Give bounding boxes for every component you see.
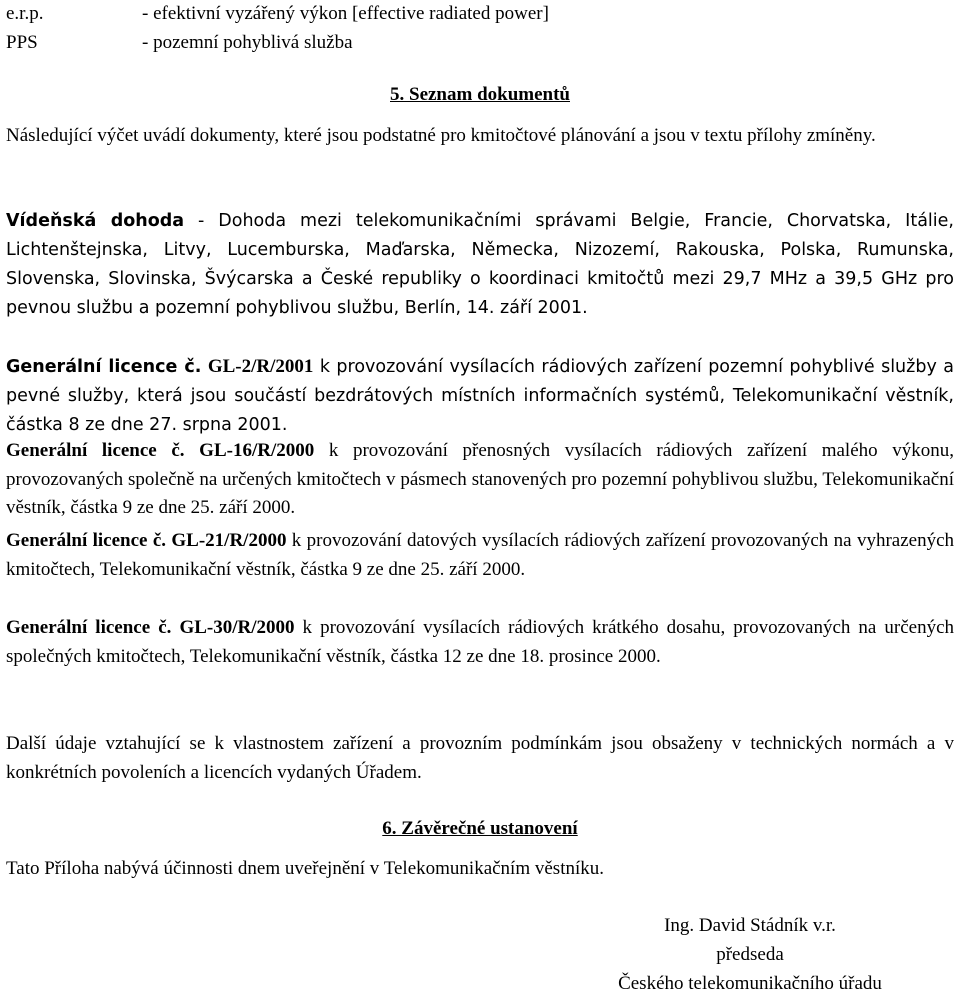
licence-text: k provozování vysílacích rádiových krátkého dosahu, provozovaných na určených společných kmitočtech, Telekomunikační věstník, částka 12 ze dne 18. prosince 2000. bbox=[6, 617, 955, 667]
licence-number: GL-30/R/2000 bbox=[179, 617, 295, 638]
vienna-agreement-paragraph bbox=[6, 207, 954, 323]
section-5-heading bbox=[0, 81, 960, 110]
licence-text: k provozování přenosných vysílacích rádiových zařízení malého výkonu, provozovaných společně na určených kmitočtech v pásmech stanovených pro pozemní pohyblivou službu, Telekomunikační věstník, částka 9 ze dne 25. září 2000. bbox=[6, 440, 955, 518]
section-6-heading bbox=[0, 815, 960, 844]
abbreviation-term: PPS bbox=[6, 32, 38, 53]
licence-number: GL-21/R/2000 bbox=[171, 530, 287, 551]
further-info-paragraph bbox=[6, 730, 954, 787]
abbreviation-term: e.r.p. bbox=[6, 3, 44, 24]
licence-gl-2-paragraph bbox=[6, 352, 954, 440]
section-5-intro bbox=[6, 122, 954, 151]
abbreviation-list bbox=[0, 0, 549, 58]
vienna-agreement-text: - Dohoda mezi telekomunikačními správami Belgie, Francie, Chorvatska, Itálie, Lichtenštejnska, Litvy, Lucemburska, Maďarska, Německa, Nizozemí, Rakouska, Polska, Rumunska, Slovenska, Slovinska, Švýcarska a České republiky o koordinaci kmitočtů mezi 29,7 MHz a 39,5 GHz pro pevnou službu a pozemní pohyblivou službu, Berlín, 14. září 2001. bbox=[6, 211, 954, 318]
abbreviation-row bbox=[0, 29, 549, 58]
licence-number: GL-2/R/2001 bbox=[207, 356, 314, 377]
further-info-text: Další údaje vztahující se k vlastnostem zařízení a provozním podmínkám jsou obsaženy v technických normách a v konkrétních povoleních a licencích vydaných Úřadem. bbox=[6, 733, 954, 783]
licence-label: Generální licence č. bbox=[6, 357, 202, 377]
licence-gl-30-paragraph bbox=[6, 614, 954, 671]
signature-block bbox=[570, 912, 930, 999]
abbreviation-definition: - efektivní vyzářený výkon [effective radiated power] bbox=[142, 3, 549, 24]
licence-text: k provozování datových vysílacích rádiových zařízení provozovaných na vyhrazených kmitočtech, Telekomunikační věstník, částka 9 ze dne 25. září 2000. bbox=[6, 530, 955, 580]
licence-label: Generální licence č. bbox=[6, 617, 172, 638]
licence-text: k provozování vysílacích rádiových zařízení pozemní pohyblivé služby a pevné služby, která jsou součástí bezdrátových místních informačních systémů, Telekomunikační věstník, částka 8 ze dne 27. srpna 2001. bbox=[6, 357, 954, 435]
signatory-name: Ing. David Stádník v.r. bbox=[664, 915, 836, 936]
section-5-intro-text: Následující výčet uvádí dokumenty, které jsou podstatné pro kmitočtové plánování a jsou v textu přílohy zmíněny. bbox=[6, 125, 876, 146]
licence-label: Generální licence č. bbox=[6, 530, 167, 551]
licence-number: GL-16/R/2000 bbox=[199, 440, 315, 461]
section-6-text: Tato Příloha nabývá účinnosti dnem uveřejnění v Telekomunikačním věstníku. bbox=[6, 858, 604, 879]
licence-gl-21-paragraph bbox=[6, 527, 954, 584]
section-6-paragraph bbox=[6, 855, 954, 884]
signatory-role: předseda bbox=[716, 944, 784, 965]
licence-gl-16-paragraph bbox=[6, 437, 954, 523]
abbreviation-definition: - pozemní pohyblivá služba bbox=[142, 32, 353, 53]
licence-label: Generální licence č. bbox=[6, 440, 185, 461]
abbreviation-row bbox=[0, 0, 549, 29]
section-5-heading-text: 5. Seznam dokumentů bbox=[390, 84, 570, 105]
signatory-organization: Českého telekomunikačního úřadu bbox=[618, 973, 882, 994]
vienna-agreement-title: Vídeňská dohoda bbox=[6, 211, 185, 231]
section-6-heading-text: 6. Závěrečné ustanovení bbox=[382, 818, 578, 839]
